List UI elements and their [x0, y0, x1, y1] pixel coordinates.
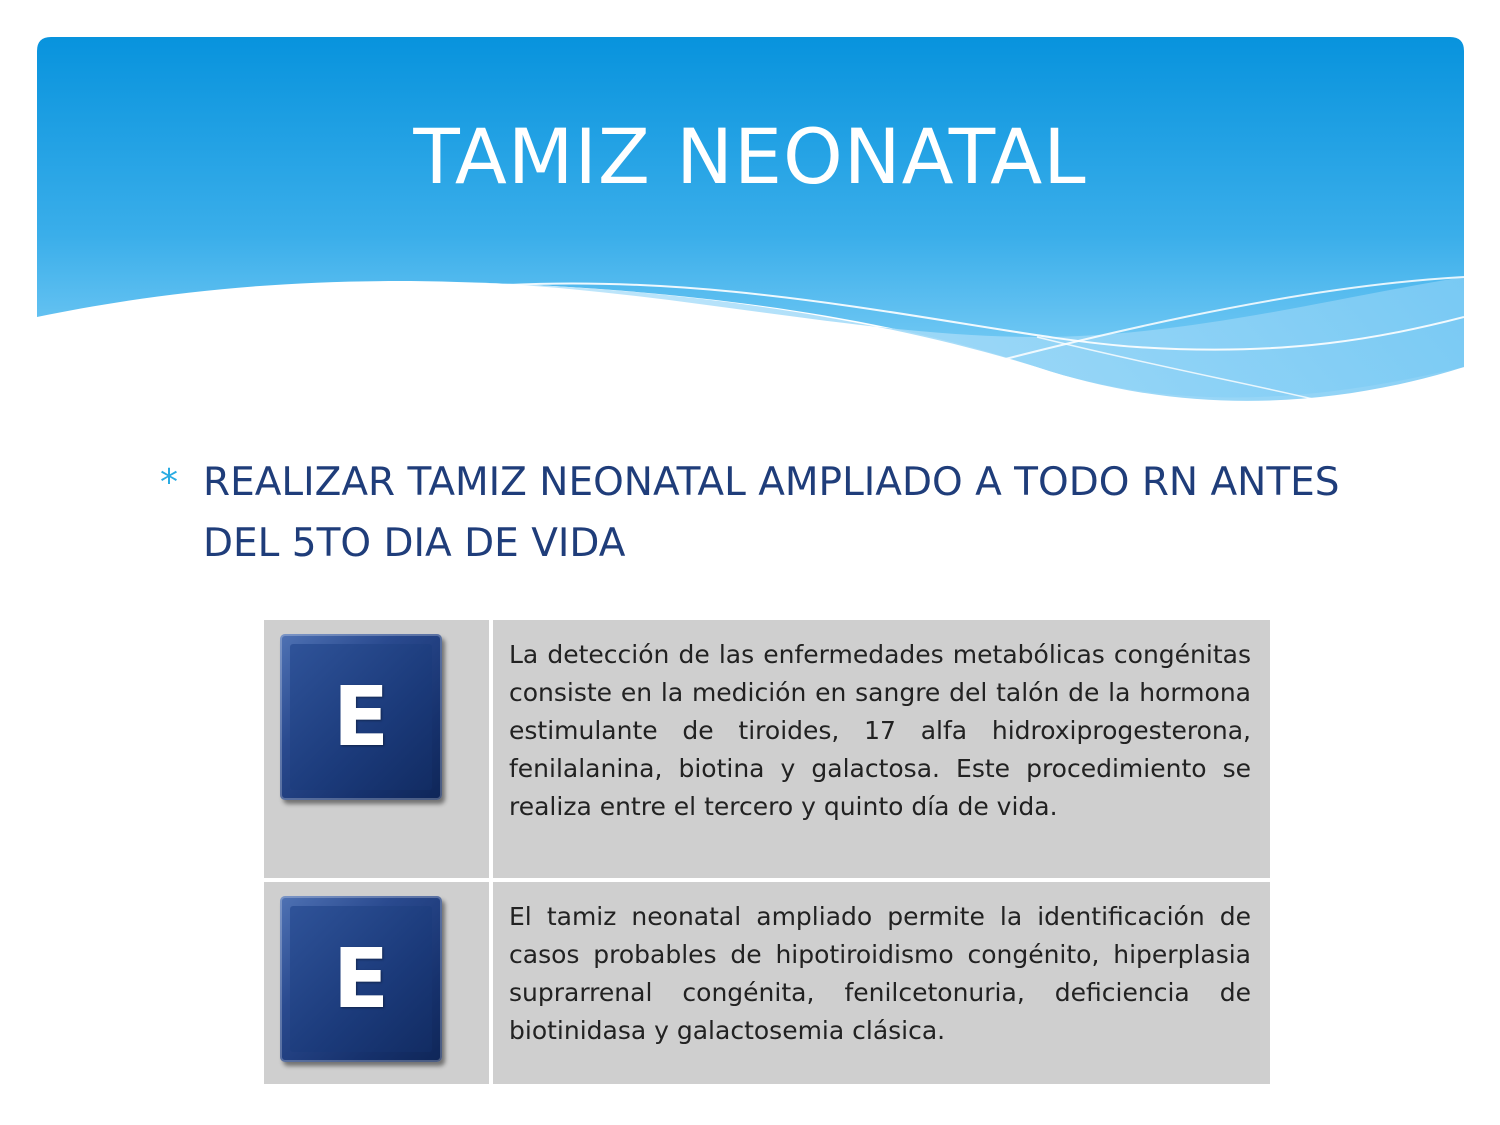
- table-row: [264, 620, 1270, 878]
- evidence-grade-badge: [280, 896, 442, 1062]
- evidence-grade-badge: [280, 634, 442, 800]
- table-row: [264, 882, 1270, 1084]
- recommendation-cell: [493, 620, 1270, 878]
- grade-cell: [264, 620, 489, 878]
- header-wave-graphic: [37, 37, 1464, 417]
- bullet-text: REALIZAR TAMIZ NEONATAL AMPLIADO A TODO RN ANTES DEL 5TO DIA DE VIDA: [203, 460, 1340, 566]
- grade-letter: E: [332, 931, 389, 1027]
- recommendation-text: La detección de las enfermedades metabólicas congénitas consiste en la medición en sangre del talón de la hormona estimulante de tiroides, 17 alfa hidroxiprogesterona, fenilalanina, biotina y galactosa. Este procedimiento se realiza entre el tercero y quinto día de vida.: [509, 640, 1251, 821]
- evidence-table: [264, 620, 1270, 1084]
- bullet-item: [160, 452, 1360, 574]
- grade-letter: E: [332, 669, 389, 765]
- grade-cell: [264, 882, 489, 1084]
- bullet-marker: *: [160, 462, 178, 503]
- header-banner: [37, 37, 1464, 417]
- recommendation-cell: [493, 882, 1270, 1084]
- bullet-list: [160, 452, 1360, 574]
- slide-title: TAMIZ NEONATAL: [413, 112, 1087, 201]
- recommendation-text: El tamiz neonatal ampliado permite la identificación de casos probables de hipotiroidismo congénito, hiperplasia suprarrenal congénita, fenilcetonuria, deficiencia de biotinidasa y galactosemia clásica.: [509, 902, 1251, 1045]
